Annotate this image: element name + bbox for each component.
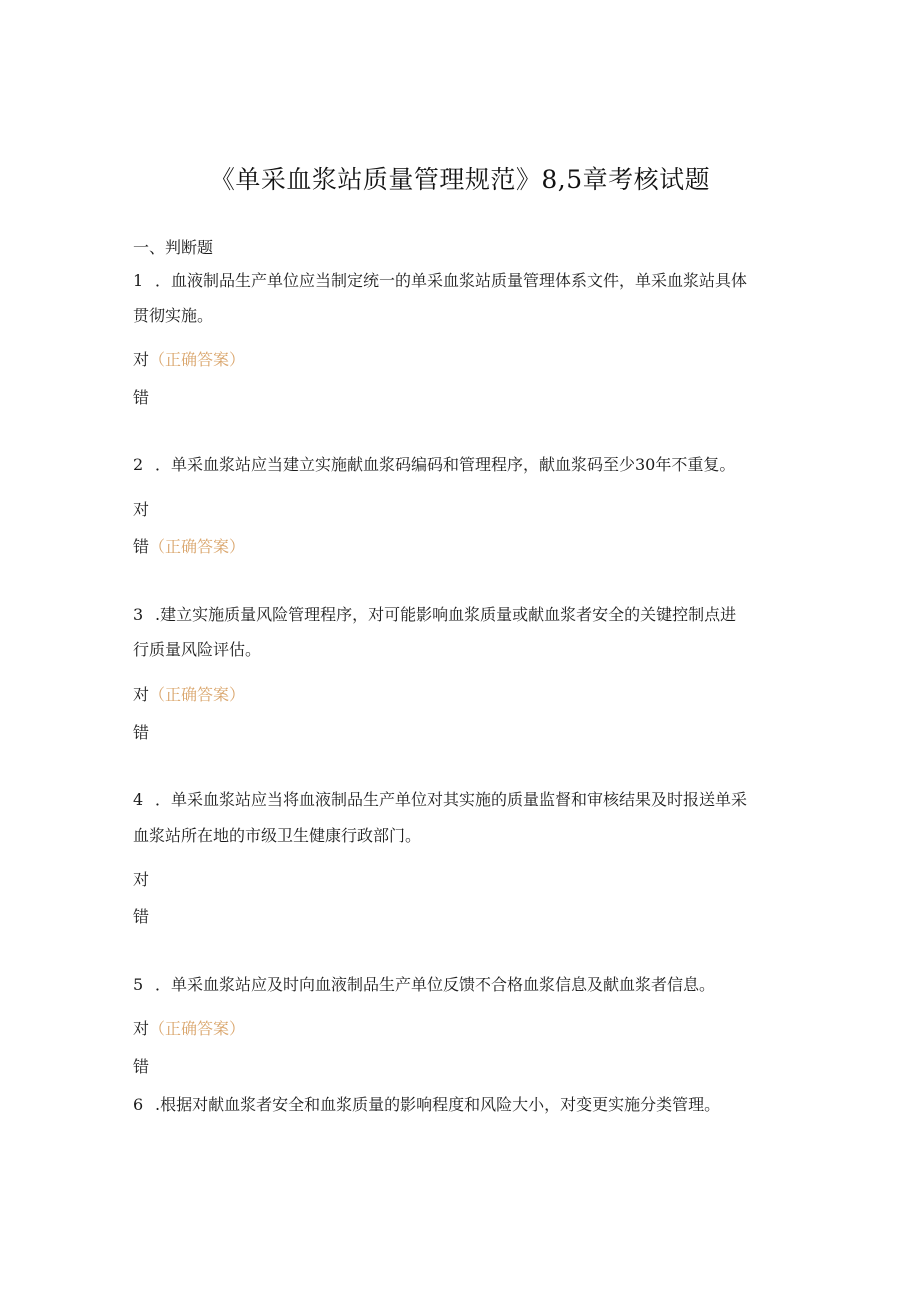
question-number: 3	[133, 605, 144, 624]
question-1-line-2: 贯彻实施。	[133, 306, 214, 325]
question-text: ．单采血浆站应及时向血液制品生产单位反馈不合格血浆信息及献血浆者信息。	[155, 975, 716, 994]
option-label: 错	[133, 1057, 150, 1076]
option-label: 错	[133, 907, 150, 926]
option-label: 对	[133, 870, 150, 889]
question-2-line-1	[133, 455, 735, 475]
correct-answer-tag: （正确答案）	[149, 1019, 246, 1038]
question-text: ．单采血浆站应当将血液制品生产单位对其实施的质量监督和审核结果及时报送单采	[155, 790, 748, 809]
question-text: ．单采血浆站应当建立实施献血浆码编码和管理程序，献血浆码至少30年不重复。	[155, 455, 736, 474]
option-label: 对	[133, 500, 150, 519]
question-1-option-false[interactable]	[133, 385, 149, 408]
question-number: 1	[133, 271, 144, 290]
question-3-line-2: 行质量风险评估。	[133, 640, 262, 659]
question-text: .建立实施质量风险管理程序，对可能影响血浆质量或献血浆者安全的关键控制点进	[155, 605, 737, 624]
option-label: 对	[133, 685, 150, 704]
question-3-option-false[interactable]	[133, 720, 149, 743]
correct-answer-tag: （正确答案）	[149, 685, 246, 704]
correct-answer-tag: （正确答案）	[149, 350, 246, 369]
question-6-line-1	[133, 1095, 720, 1115]
question-number: 6	[133, 1095, 144, 1114]
question-number: 4	[133, 790, 144, 809]
option-label: 错	[133, 723, 150, 742]
page-title: 《单采血浆站质量管理规范》8,5章考核试题	[209, 165, 711, 194]
question-2-option-true[interactable]	[133, 497, 149, 520]
question-text: ．血液制品生产单位应当制定统一的单采血浆站质量管理体系文件，单采血浆站具体	[155, 271, 748, 290]
question-5-option-true[interactable]	[133, 1016, 245, 1039]
question-number: 2	[133, 455, 144, 474]
question-4-line-1	[133, 790, 747, 810]
section-heading: 一、判断题	[133, 238, 214, 257]
option-label: 错	[133, 388, 150, 407]
question-5-option-false[interactable]	[133, 1054, 149, 1077]
question-4-line-2: 血浆站所在地的市级卫生健康行政部门。	[133, 826, 422, 845]
question-4-option-false[interactable]	[133, 904, 149, 927]
question-3-option-true[interactable]	[133, 682, 245, 705]
question-1-option-true[interactable]	[133, 347, 245, 370]
option-label: 对	[133, 350, 150, 369]
question-4-option-true[interactable]	[133, 867, 149, 890]
question-3-line-1	[133, 605, 736, 625]
question-1-line-1	[133, 271, 747, 291]
question-2-option-false[interactable]	[133, 534, 245, 557]
question-text: .根据对献血浆者安全和血浆质量的影响程度和风险大小，对变更实施分类管理。	[155, 1095, 721, 1114]
question-number: 5	[133, 975, 144, 994]
option-label: 对	[133, 1019, 150, 1038]
correct-answer-tag: （正确答案）	[149, 537, 246, 556]
option-label: 错	[133, 537, 150, 556]
question-5-line-1	[133, 975, 715, 995]
